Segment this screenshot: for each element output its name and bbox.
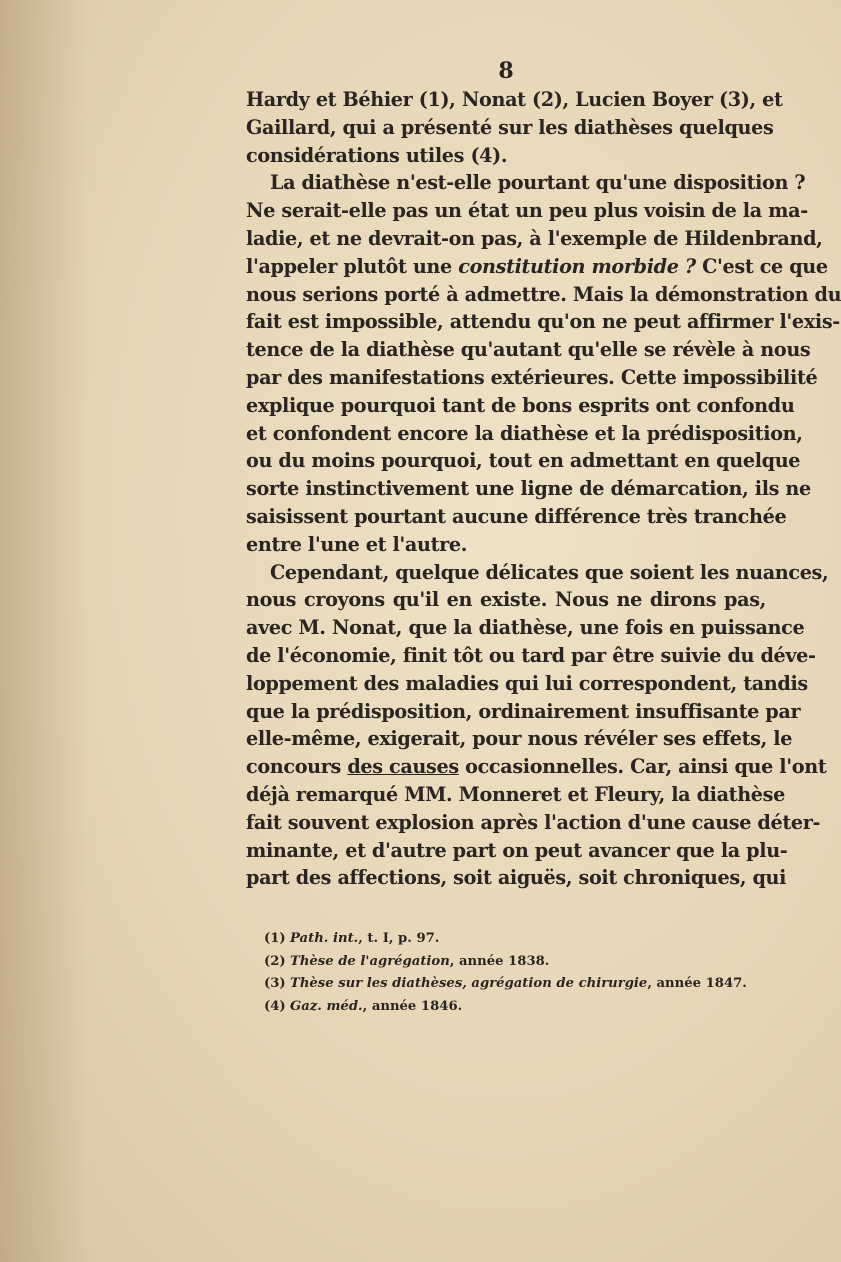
footnote-number: (4) — [264, 998, 286, 1014]
text-line: déjà remarqué MM. Monneret et Fleury, la diathèse — [246, 782, 785, 806]
text-line: explique pourquoi tant de bons esprits ont confondu — [246, 393, 795, 417]
footnote-1 — [264, 928, 784, 951]
text-fragment: l'appeler plutôt une — [246, 254, 459, 278]
underlined-phrase: des causes — [347, 755, 459, 779]
text-line: fait souvent explosion après l'action d'une cause déter- — [246, 810, 821, 834]
text-fragment: occasionnelles. Car, ainsi que l'ont — [458, 755, 827, 779]
text-line: sorte instinctivement une ligne de démarcation, ils ne — [246, 477, 811, 501]
text-line: Hardy et Béhier (1), Nonat (2), Lucien Boyer (3), et — [246, 88, 783, 111]
text-line: loppement des maladies qui lui correspondent, tandis — [246, 671, 808, 695]
text-line: part des affections, soit aiguës, soit chroniques, qui — [246, 866, 787, 890]
footnote-number: (2) — [264, 953, 286, 969]
footnote-rest: , t. I, p. 97. — [358, 931, 440, 946]
footnote-4 — [264, 996, 784, 1019]
text-line — [246, 753, 827, 781]
text-fragment: C'est ce que — [695, 254, 828, 278]
text-line — [246, 253, 828, 281]
text-line: nous croyons qu'il en existe. Nous ne dirons pas, — [246, 588, 766, 612]
text-line: avec M. Nonat, que la diathèse, une fois en puissance — [246, 616, 805, 640]
text-line: tence de la diathèse qu'autant qu'elle se révèle à nous — [246, 338, 811, 362]
text-line: La diathèse n'est-elle pourtant qu'une disposition ? — [270, 171, 806, 195]
paragraph-1 — [246, 86, 783, 169]
text-fragment: concours — [246, 755, 348, 779]
body-text — [246, 86, 841, 892]
text-line: que la prédisposition, ordinairement insuffisante par — [246, 699, 801, 723]
text-line: elle-même, exigerait, pour nous révéler ses effets, le — [246, 727, 793, 751]
text-line: entre l'une et l'autre. — [246, 532, 468, 556]
text-line: considérations utiles (4). — [246, 143, 508, 167]
footnote-3 — [264, 973, 784, 996]
text-line: Gaillard, qui a présenté sur les diathèses quelques — [246, 115, 774, 139]
text-line: ladie, et ne devrait-on pas, à l'exemple de Hildenbrand, — [246, 226, 823, 250]
footnote-rest: , année 1838. — [449, 953, 550, 969]
text-line: nous serions porté à admettre. Mais la démonstration du — [246, 282, 841, 306]
text-line: Cependant, quelque délicates que soient les nuances, — [270, 560, 829, 584]
footnotes — [264, 928, 784, 1018]
page — [246, 56, 841, 892]
footnote-rest: , année 1847. — [647, 976, 747, 991]
footnote-number: (3) — [264, 976, 286, 991]
paragraph-3 — [246, 559, 829, 893]
footnote-title: Thèse de l'agrégation — [290, 953, 450, 969]
text-line: et confondent encore la diathèse et la prédisposition, — [246, 421, 803, 445]
text-line: par des manifestations extérieures. Cette impossibilité — [246, 365, 818, 389]
footnote-title: Gaz. méd. — [290, 998, 363, 1014]
italic-phrase: constitution morbide ? — [458, 254, 696, 278]
footnote-number: (1) — [264, 931, 286, 946]
paragraph-2 — [246, 169, 841, 558]
footnote-2 — [264, 951, 784, 974]
page-edge-shadow — [0, 0, 90, 1262]
text-line: saisissent pourtant aucune différence très tranchée — [246, 504, 787, 528]
text-line: Ne serait-elle pas un état un peu plus voisin de la ma- — [246, 199, 808, 223]
text-line: ou du moins pourquoi, tout en admettant en quelque — [246, 449, 801, 473]
page-number: 8 — [498, 58, 514, 84]
text-line: de l'économie, finit tôt ou tard par être suivie du déve- — [246, 643, 816, 667]
footnote-title: Thèse sur les diathèses, agrégation de chirurgie — [290, 976, 648, 991]
footnote-rest: , année 1846. — [362, 998, 463, 1014]
footnote-title: Path. int. — [290, 931, 359, 946]
text-line: minante, et d'autre part on peut avancer que la plu- — [246, 838, 788, 862]
text-line: fait est impossible, attendu qu'on ne peut affirmer l'exis- — [246, 310, 840, 334]
